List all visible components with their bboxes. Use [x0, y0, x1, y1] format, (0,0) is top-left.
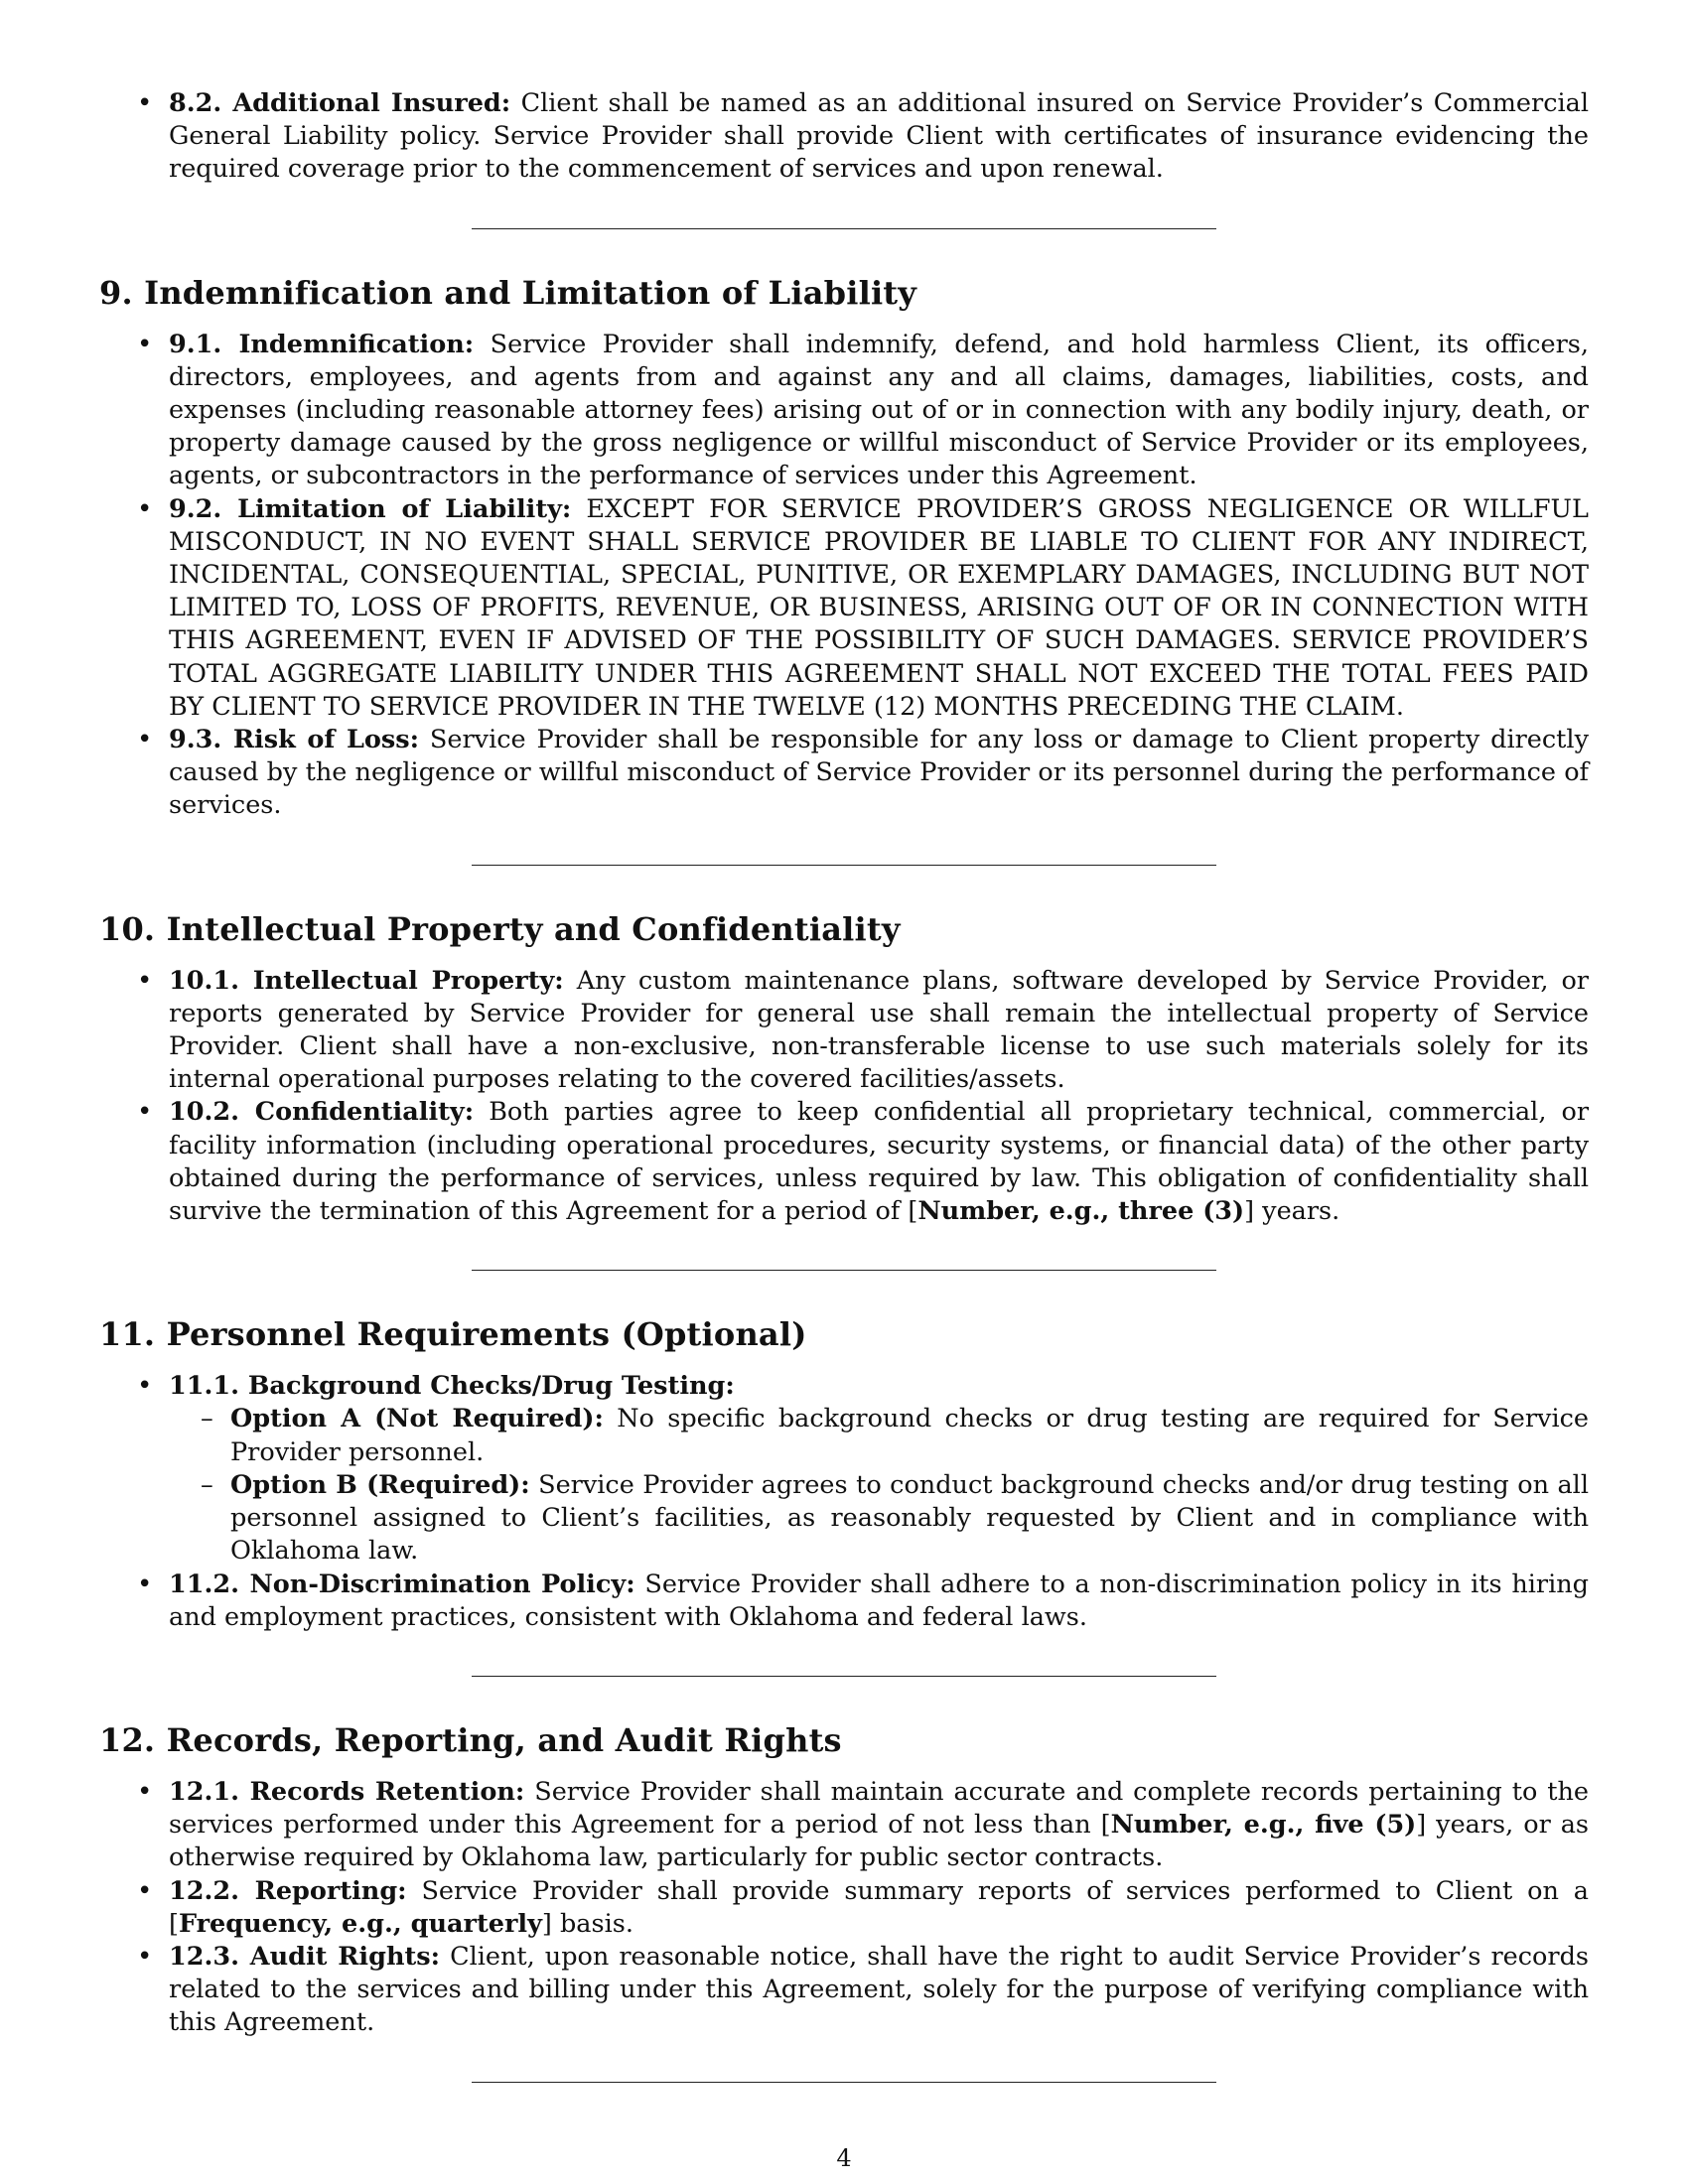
clause-text: Service Provider shall be responsible for any loss or damage to Client property directly caused by the negligence or willful misconduct of Service Provider or its personnel during the performance of services. — [169, 725, 1589, 821]
clause-8-2 — [99, 87, 1589, 187]
clause-text: Service Provider shall adhere to a non-discrimination policy in its hiring and employment practices, consistent with Oklahoma and federal laws. — [169, 1569, 1589, 1632]
clause-label: 11.1. Background Checks/Drug Testing: — [169, 1371, 735, 1402]
section-9-list — [99, 329, 1589, 823]
option-text: Service Provider agrees to conduct background checks and/or drug testing on all personnel assigned to Client’s facilities, as reasonably requested by Client and in compliance with Oklahoma law. — [230, 1469, 1589, 1567]
clause-text: Service Provider shall maintain accurate and complete records pertaining to the services performed under this Agreement for a period of not less than [ — [169, 1776, 1589, 1841]
document-page — [99, 87, 1589, 2083]
section-divider — [472, 865, 1216, 866]
section-12-list — [99, 1776, 1589, 2040]
section-heading-9: 9. Indemnification and Limitation of Liability — [99, 273, 917, 312]
clause-label: 8.2. Additional Insured: — [169, 88, 511, 118]
clause-label: 10.2. Confidentiality: — [169, 1097, 475, 1128]
clause-label: 9.1. Indemnification: — [169, 329, 475, 359]
clause-12-1 — [99, 1776, 1589, 1875]
clause-label: 11.2. Non-Discrimination Policy: — [169, 1569, 635, 1599]
clause-text: Client shall be named as an additional insured on Service Provider’s Commercial General Liability policy. Service Provider shall provide Client with certificates of insurance evidencing the required coverage prior to the commencement of services and upon renewal. — [169, 88, 1589, 185]
clause-11-1 — [99, 1370, 1589, 1568]
clause-9-3 — [99, 724, 1589, 823]
clause-text: Service Provider shall indemnify, defend, and hold harmless Client, its officers, directors, employees, and agents from and against any and all claims, damages, liabilities, costs, and expenses (including reasonable attorney fees) arising out of or in connection with any bodily injury, death, or property damage caused by the gross negligence or willful misconduct of Service Provider or its employees, agents, or subcontractors in the performance of services under this Agreement. — [169, 329, 1589, 491]
section-10-list — [99, 965, 1589, 1229]
clause-11-2 — [99, 1569, 1589, 1634]
clause-text: ] years, or as otherwise required by Oklahoma law, particularly for public sector contracts. — [169, 1810, 1590, 1873]
clause-10-2 — [99, 1096, 1589, 1228]
section-divider — [472, 1676, 1216, 1677]
section-heading-11: 11. Personnel Requirements (Optional) — [99, 1315, 807, 1354]
clause-label: 9.3. Risk of Loss: — [169, 725, 420, 755]
clause-text: Service Provider shall provide summary reports of services performed to Client on a [ — [169, 1875, 1589, 1939]
section-divider — [472, 1270, 1216, 1271]
clause-label: 12.2. Reporting: — [169, 1875, 407, 1906]
placeholder-number: Number, e.g., three (3) — [917, 1196, 1245, 1227]
clause-9-1 — [99, 329, 1589, 493]
clause-text: Client, upon reasonable notice, shall have the right to audit Service Provider’s records related to the services and billing under this Agreement, solely for the purpose of verifying compliance with this Agreement. — [169, 1941, 1589, 2038]
section-8-list — [99, 87, 1589, 187]
clause-10-1 — [99, 965, 1589, 1097]
page-number: 4 — [836, 2144, 852, 2172]
clause-label: 12.1. Records Retention: — [169, 1776, 525, 1807]
placeholder-number: Number, e.g., five (5) — [1110, 1810, 1417, 1841]
placeholder-frequency: Frequency, e.g., quarterly — [178, 1908, 542, 1939]
section-heading-12: 12. Records, Reporting, and Audit Rights — [99, 1720, 842, 1759]
clause-text: EXCEPT FOR SERVICE PROVIDER’S GROSS NEGLIGENCE OR WILLFUL MISCONDUCT, IN NO EVENT SHALL SERVICE PROVIDER BE LIABLE TO CLIENT FOR ANY INDIRECT, INCIDENTAL, CONSEQUENTIAL, SPECIAL, PUNITIVE, OR EXEMPLARY DAMAGES, INCLUDING BUT NOT LIMITED TO, LOSS OF PROFITS, REVENUE, OR BUSINESS, ARISING OUT OF OR IN CONNECTION WITH THIS AGREEMENT, EVEN IF ADVISED OF THE POSSIBILITY OF SUCH DAMAGES. SERVICE PROVIDER’S TOTAL AGGREGATE LIABILITY UNDER THIS AGREEMENT SHALL NOT EXCEED THE TOTAL FEES PAID BY CLIENT TO SERVICE PROVIDER IN THE TWELVE (12) MONTHS PRECEDING THE CLAIM. — [169, 493, 1589, 722]
section-divider — [472, 228, 1216, 229]
clause-12-3 — [99, 1941, 1589, 2040]
section-11-list — [99, 1370, 1589, 1634]
option-list — [169, 1403, 1589, 1568]
clause-label: 10.1. Intellectual Property: — [169, 965, 564, 996]
option-label: Option B (Required): — [230, 1469, 530, 1500]
clause-text: Any custom maintenance plans, software developed by Service Provider, or reports generated by Service Provider for general use shall remain the intellectual property of Service Provider. Client shall have a non-exclusive, non-transferable license to use such materials solely for its internal operational purposes relating to the covered facilities/assets. — [169, 965, 1589, 1095]
option-a — [169, 1403, 1589, 1468]
option-text: No specific background checks or drug testing are required for Service Provider personnel. — [230, 1404, 1589, 1467]
option-b — [169, 1469, 1589, 1569]
option-label: Option A (Not Required): — [230, 1404, 604, 1434]
clause-text: ] years. — [1244, 1196, 1340, 1227]
section-divider — [472, 2082, 1216, 2083]
clause-9-2 — [99, 493, 1589, 724]
clause-label: 9.2. Limitation of Liability: — [169, 493, 572, 524]
clause-12-2 — [99, 1875, 1589, 1941]
section-heading-10: 10. Intellectual Property and Confidentiality — [99, 909, 901, 948]
clause-text: Both parties agree to keep confidential all proprietary technical, commercial, or facility information (including operational procedures, security systems, or financial data) of the other party obtained during the performance of services, unless required by law. This obligation of confidentiality shall survive the termination of this Agreement for a period of [ — [169, 1097, 1590, 1227]
clause-label: 12.3. Audit Rights: — [169, 1941, 441, 1972]
clause-text: ] basis. — [541, 1908, 633, 1939]
